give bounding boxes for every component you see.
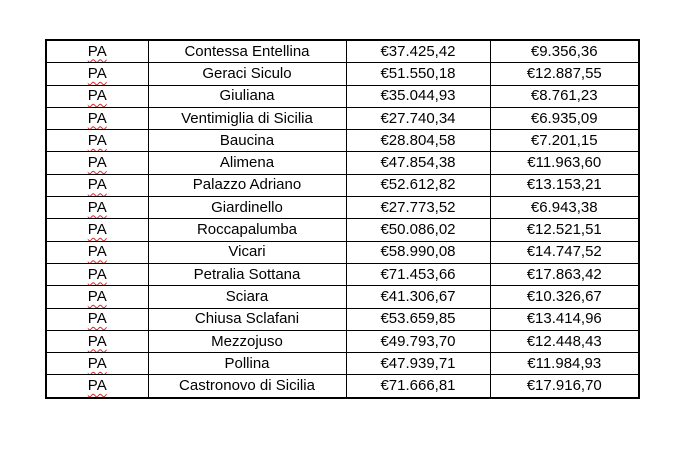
amount-cell: €27.773,52 — [346, 197, 490, 219]
comune-cell: Giuliana — [148, 85, 346, 107]
funding-table — [45, 39, 640, 399]
comune-cell: Vicari — [148, 241, 346, 263]
quota-cell: €11.963,60 — [490, 152, 639, 174]
quota-cell: €13.153,21 — [490, 174, 639, 196]
comune-cell: Mezzojuso — [148, 330, 346, 352]
table-row — [46, 375, 639, 398]
comune-cell: Sciara — [148, 286, 346, 308]
amount-cell: €50.086,02 — [346, 219, 490, 241]
comune-cell: Roccapalumba — [148, 219, 346, 241]
province-cell: PA — [46, 107, 148, 129]
amount-cell: €51.550,18 — [346, 63, 490, 85]
province-cell: PA — [46, 330, 148, 352]
table-row — [46, 241, 639, 263]
quota-cell: €6.943,38 — [490, 197, 639, 219]
quota-cell: €12.448,43 — [490, 330, 639, 352]
amount-cell: €47.854,38 — [346, 152, 490, 174]
province-cell: PA — [46, 85, 148, 107]
table-row — [46, 107, 639, 129]
quota-cell: €9.356,36 — [490, 40, 639, 63]
amount-cell: €27.740,34 — [346, 107, 490, 129]
amount-cell: €35.044,93 — [346, 85, 490, 107]
quota-cell: €11.984,93 — [490, 353, 639, 375]
province-cell: PA — [46, 40, 148, 63]
comune-cell: Ventimiglia di Sicilia — [148, 107, 346, 129]
comune-cell: Petralia Sottana — [148, 263, 346, 285]
quota-cell: €12.521,51 — [490, 219, 639, 241]
comune-cell: Geraci Siculo — [148, 63, 346, 85]
province-cell: PA — [46, 263, 148, 285]
comune-cell: Baucina — [148, 130, 346, 152]
province-cell: PA — [46, 219, 148, 241]
province-cell: PA — [46, 197, 148, 219]
province-cell: PA — [46, 63, 148, 85]
amount-cell: €71.666,81 — [346, 375, 490, 398]
quota-cell: €6.935,09 — [490, 107, 639, 129]
amount-cell: €37.425,42 — [346, 40, 490, 63]
quota-cell: €13.414,96 — [490, 308, 639, 330]
province-cell: PA — [46, 152, 148, 174]
comune-cell: Palazzo Adriano — [148, 174, 346, 196]
quota-cell: €8.761,23 — [490, 85, 639, 107]
table-row — [46, 152, 639, 174]
table-row — [46, 85, 639, 107]
quota-cell: €14.747,52 — [490, 241, 639, 263]
amount-cell: €71.453,66 — [346, 263, 490, 285]
quota-cell: €17.916,70 — [490, 375, 639, 398]
amount-cell: €28.804,58 — [346, 130, 490, 152]
quota-cell: €12.887,55 — [490, 63, 639, 85]
quota-cell: €17.863,42 — [490, 263, 639, 285]
table-row — [46, 286, 639, 308]
amount-cell: €41.306,67 — [346, 286, 490, 308]
table-row — [46, 308, 639, 330]
province-cell: PA — [46, 353, 148, 375]
amount-cell: €52.612,82 — [346, 174, 490, 196]
amount-cell: €53.659,85 — [346, 308, 490, 330]
comune-cell: Giardinello — [148, 197, 346, 219]
table-row — [46, 40, 639, 63]
table-row — [46, 219, 639, 241]
province-cell: PA — [46, 308, 148, 330]
table-row — [46, 197, 639, 219]
comune-cell: Alimena — [148, 152, 346, 174]
table-row — [46, 130, 639, 152]
table-row — [46, 174, 639, 196]
province-cell: PA — [46, 286, 148, 308]
table-row — [46, 353, 639, 375]
quota-cell: €10.326,67 — [490, 286, 639, 308]
province-cell: PA — [46, 375, 148, 398]
table-row — [46, 263, 639, 285]
table-row — [46, 330, 639, 352]
comune-cell: Chiusa Sclafani — [148, 308, 346, 330]
quota-cell: €7.201,15 — [490, 130, 639, 152]
province-cell: PA — [46, 241, 148, 263]
amount-cell: €49.793,70 — [346, 330, 490, 352]
province-cell: PA — [46, 130, 148, 152]
comune-cell: Castronovo di Sicilia — [148, 375, 346, 398]
amount-cell: €58.990,08 — [346, 241, 490, 263]
comune-cell: Contessa Entellina — [148, 40, 346, 63]
amount-cell: €47.939,71 — [346, 353, 490, 375]
comune-cell: Pollina — [148, 353, 346, 375]
table-row — [46, 63, 639, 85]
province-cell: PA — [46, 174, 148, 196]
